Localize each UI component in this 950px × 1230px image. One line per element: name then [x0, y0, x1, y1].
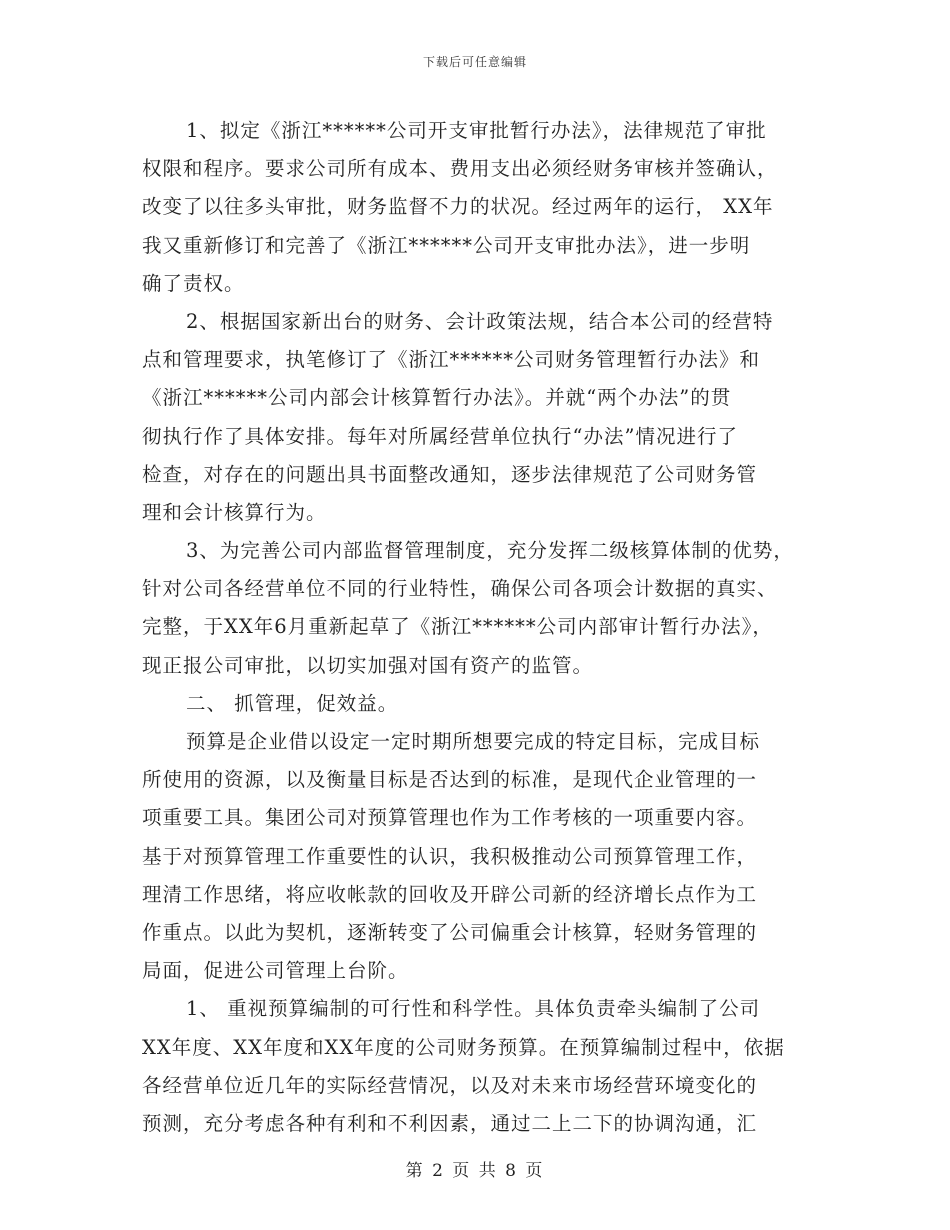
text-line: 检查，对存在的问题出具书面整改通知，逐步法律规范了公司财务管 [142, 462, 758, 486]
text-line: 1、拟定《浙江******公司开支审批暂行办法》，法律规范了审批 [186, 119, 767, 142]
page-number: 第 2 页 共 8 页 [405, 1161, 545, 1181]
text-line: 局面，促进公司管理上台阶。 [142, 959, 409, 983]
text-line: 点和管理要求，执笔修订了《浙江******公司财务管理暂行办法》和 [142, 348, 761, 372]
text-line: 2、根据国家新出台的财务、会计政策法规，结合本公司的经营特 [186, 309, 774, 333]
text-line: 预算是企业借以设定一定时期所想要完成的特定目标，完成目标 [186, 730, 761, 753]
text-line: 1、 重视预算编制的可行性和科学性。具体负责牵头编制了公司 [186, 997, 761, 1021]
text-line: 《浙江******公司内部会计核算暂行办法》。并就“两个办法”的贯 [142, 386, 732, 410]
text-line: 确了责权。 [142, 271, 245, 295]
page-header: 下载后可任意编辑 [422, 55, 527, 69]
text-line: 作重点。以此为契机，逐渐转变了公司偏重会计核算，轻财务管理的 [142, 920, 758, 944]
text-line: 完整，于XX年6月重新起草了《浙江******公司内部审计暂行办法》， [142, 615, 773, 639]
text-line: 针对公司各经营单位不同的行业特性，确保公司各项会计数据的真实、 [142, 577, 778, 601]
text-line: 我又重新修订和完善了《浙江******公司开支审批办法》，进一步明 [142, 233, 751, 257]
text-line: 3、为完善公司内部监督管理制度，充分发挥二级核算体制的优势， [186, 539, 794, 563]
text-line: 项重要工具。集团公司对预算管理也作为工作考核的一项重要内容。 [142, 806, 758, 830]
text-line: 预测，充分考虑各种有利和不利因素，通过二上二下的协调沟通，汇 [142, 1111, 758, 1135]
text-line: 改变了以往多头审批，财务监督不力的状况。经过两年的运行， XX年 [142, 195, 774, 219]
text-line: 理和会计核算行为。 [142, 500, 327, 524]
text-line: 现正报公司审批，以切实加强对国有资产的监管。 [142, 653, 594, 677]
document-body [142, 112, 822, 1143]
text-line: 所使用的资源，以及衡量目标是否达到的标准，是现代企业管理的一 [142, 768, 758, 792]
text-line: 权限和程序。要求公司所有成本、费用支出必须经财务审核并签确认， [142, 157, 778, 181]
text-line: 彻执行作了具体安排。每年对所属经营单位执行“办法”情况进行了 [142, 424, 738, 448]
text-line: XX年度、XX年度和XX年度的公司财务预算。在预算编制过程中，依据 [142, 1035, 785, 1059]
text-line: 各经营单位近几年的实际经营情况，以及对未来市场经营环境变化的 [142, 1073, 758, 1097]
text-line: 理清工作思绪，将应收帐款的回收及开辟公司新的经济增长点作为工 [142, 882, 758, 906]
text-line: 基于对预算管理工作重要性的认识，我积极推动公司预算管理工作， [142, 844, 758, 868]
text-line: 二、 抓管理，促效益。 [186, 691, 399, 715]
